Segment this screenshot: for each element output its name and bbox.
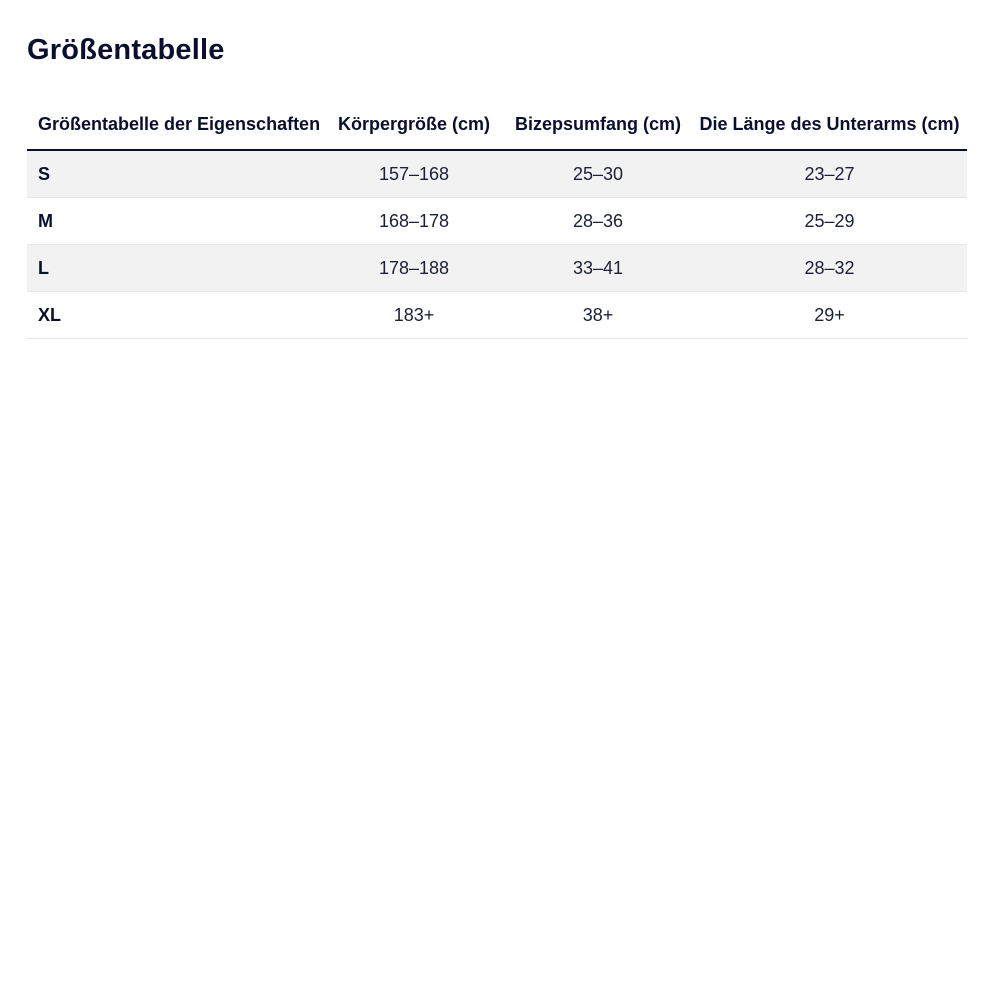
cell-forearm: 25–29 [692, 198, 967, 245]
cell-biceps: 33–41 [504, 245, 692, 292]
header-forearm: Die Länge des Unterarms (cm) [692, 107, 967, 150]
header-row [27, 107, 967, 150]
cell-forearm: 23–27 [692, 150, 967, 198]
table-row [27, 292, 967, 339]
cell-size: M [27, 198, 324, 245]
header-size: Größentabelle der Eigenschaften [27, 107, 324, 150]
header-body-height: Körpergröße (cm) [324, 107, 504, 150]
size-chart-table [27, 107, 967, 339]
cell-forearm: 28–32 [692, 245, 967, 292]
cell-body-height: 168–178 [324, 198, 504, 245]
table-header [27, 107, 967, 150]
table-row [27, 245, 967, 292]
cell-size: XL [27, 292, 324, 339]
cell-size: L [27, 245, 324, 292]
cell-biceps: 25–30 [504, 150, 692, 198]
cell-body-height: 157–168 [324, 150, 504, 198]
header-biceps: Bizepsumfang (cm) [504, 107, 692, 150]
cell-body-height: 183+ [324, 292, 504, 339]
cell-biceps: 38+ [504, 292, 692, 339]
page-title: Größentabelle [27, 34, 225, 66]
cell-size: S [27, 150, 324, 198]
table-body [27, 150, 967, 339]
table-row [27, 198, 967, 245]
cell-forearm: 29+ [692, 292, 967, 339]
cell-biceps: 28–36 [504, 198, 692, 245]
cell-body-height: 178–188 [324, 245, 504, 292]
table-row [27, 150, 967, 198]
